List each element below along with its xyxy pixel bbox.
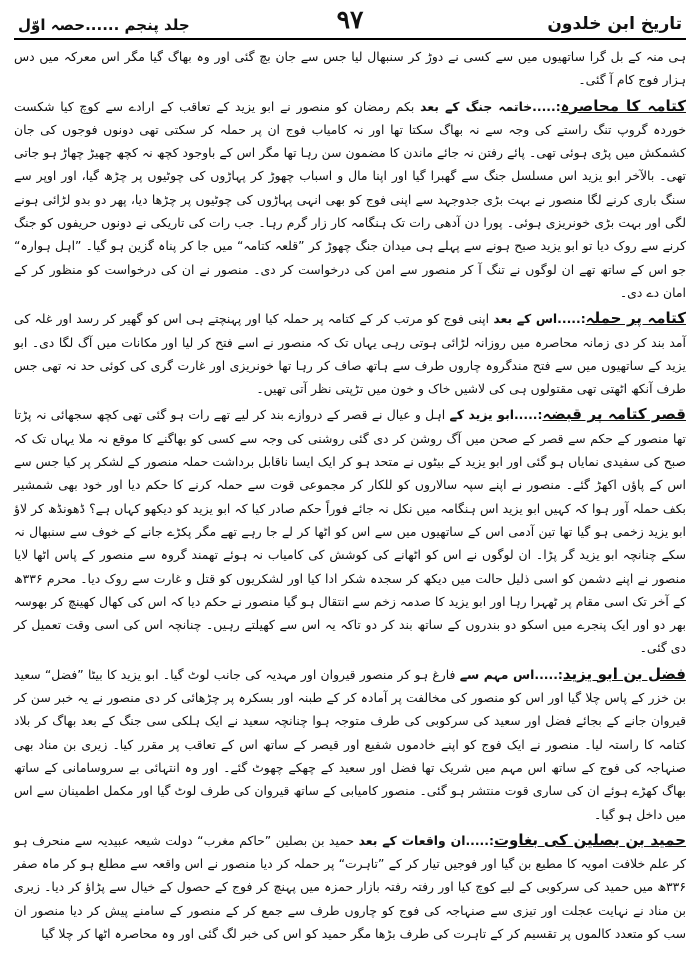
- paragraph-text: حمید بن بصلین ”حاکم مغرب“ دولت شیعہ عبیدیہ سے منحرف ہو کر علم خلافت امویہ کا مطیع بن گیا اور فوجیں تیار کر کے ”تاہرت“ پر حملہ کر دیا منصور نے اس واقعہ سے مطلع ہو کر ماہ صفر ۳۳۶ھ میں حمید کی سرکوبی کے لیے کوچ کیا اور رفتہ رفتہ بازار حمزہ میں پہنچ کر فوج کے حصول کے خیال سے پڑاؤ کر دیا۔ زیری بن مناد نے نہایت عجلت اور تیزی سے صنہاجہ کی فوج کو چاروں طرف سے جمع کر کے منصور کے سامنے پیش کر دیا منصور ان سب کو متعدد کالموں پر تقسیم کر کے تاہرت کی طرف بڑھا مگر حمید کو اس کی خبر لگ گئی اور وہ محاصرہ اٹھا کر چلا گیا: [14, 832, 686, 941]
- paragraph-fadl: [14, 663, 686, 826]
- section-lead: :.....خاتمہ جنگ کے بعد: [420, 98, 561, 114]
- book-title: تاریخ ابن خلدون: [547, 14, 682, 34]
- section-heading: حمید بن بصلین کی بغاوت: [493, 830, 687, 849]
- section-heading: قصر کتامہ پر قبضہ: [542, 405, 686, 424]
- paragraph-attack-kutama: [14, 307, 686, 400]
- paragraph-text: ہی منہ کے بل گرا ساتھیوں میں سے کسی نے دوڑ کر سنبھال لیا جس سے جان بچ گئی اور وہ بھاگ گیا مگر اس معرکہ میں دس ہزار فوج کام آ گئی۔: [14, 49, 686, 88]
- section-lead: :.....ابو یزید کے: [449, 407, 543, 423]
- paragraph-text: اپنی فوج کو مرتب کر کے کتامہ پر حملہ کیا اور پہنچتے ہی اس کو گھیر کر رسد اور غلہ کی آمد بند کر دی زمانہ محاصرہ میں روزانہ لڑائی ہوتی رہی یہاں تک کہ منصور نے اسے فتح کر لیا اور مکانات میں آگ لگا دی۔ ابو یزید کے ساتھیوں میں سے فتح مندگروہ چاروں طرف سے ہاتھ صاف کر رہا تھا خونریزی اور غارت گری کی کوئی حد نہ تھی جس طرف آنکھ اٹھتی تھی مقتولوں ہی کی لاشیں خاک و خون میں تڑپتی نظر آتی تھیں۔: [14, 311, 686, 397]
- section-heading: فضل بن ابو یزید: [562, 664, 686, 683]
- section-lead: :.....ان واقعات کے بعد: [358, 832, 494, 848]
- section-heading: کتامہ کا محاصرہ: [560, 96, 686, 115]
- paragraph-intro: [14, 45, 686, 92]
- section-heading: کتامہ پر حملہ: [585, 309, 686, 328]
- page-header: [14, 0, 686, 40]
- paragraph-palace-capture: [14, 403, 686, 659]
- page-body: [14, 40, 686, 945]
- volume-label: جلد پنجم ......حصہ اوّل: [18, 16, 190, 34]
- paragraph-siege-kutama: [14, 95, 686, 305]
- paragraph-text: اہل و عیال نے قصر کے دروازے بند کر لیے تھے رات ہو گئی تھی کچھ سجھائی نہ پڑتا تھا منصور کے حکم سے قصر کے صحن میں آگ روشن کر دی گئی روشنی کی وجہ سے کسی کو بھاگنے کا موقع نہ ملا یہاں تک کہ صبح کی سفیدی نمایاں ہو گئی اور ابو یزید کے بیٹوں نے متحد ہو کر ایک ایسا ناقابل برداشت حملہ منصور کے لشکر پر کیا جس سے اس کے پاؤں اکھڑ گئے۔ منصور نے اپنے سپہ سالاروں کو للکار کر مجموعی قوت سے حملہ کرنے کا حکم دیا اور خود بھی شمشیر بکف حملہ آور ہوا کہ کہیں ابو یزید اس ہنگامہ میں نکل نہ جائے فوراً حکم صادر کیا کہ ابو یزید کو دیکھو کہاں ہے؟ ڈھونڈھ کر لاؤ ابو یزید زخمی ہو گیا تھا تین آدمی اس کے ساتھیوں میں سے اس کو اٹھا کر لے جا رہے تھے مگر پکڑے جانے کے خوف سے سنبھال نہ سکے چنانچہ ابو یزید گر پڑا۔ ان لوگوں نے اس کو اٹھانے کی کوشش کی کامیاب نہ ہوئے تھمند گروہ سے منصور کے پاس اٹھا لایا منصور نے اپنے دشمن کو اسی ذلیل حالت میں دیکھ کر سجدہ شکر ادا کیا اور لشکریوں کو قتل و غارت سے روک دیا۔ محرم ۳۳۶ھ کے آخر تک اسی مقام پر ٹھہرا رہا اور ابو یزید کا صدمہ زخم سے انتقال ہو گیا منصور نے حکم دیا کہ اس کی کھال کھینچ کر بھوسہ بھر دو اور ایک پنجرے میں اسکو دو بندروں کے ساتھ بند کر دو تاکہ یہ اس سے کھیلتے رہیں۔ چنانچہ اس کی اسی وقت تعمیل کر دی گئی۔: [14, 407, 686, 656]
- paragraph-hamid-revolt: [14, 829, 686, 945]
- paragraph-text: فارغ ہو کر منصور قیروان اور مہدیہ کی جانب لوٹ گیا۔ ابو یزید کا بیٹا ”فضل“ سعید بن خزر کے پاس چلا گیا اور اس کو منصور کی مخالفت پر آمادہ کر کے طبنہ اور بسکرہ پر چڑھائی کر دی منصور نے یہ خبر سن کر قیروان جانے کے بجائے فضل اور سعید کی سرکوبی کی طرف متوجہ ہوا چنانچہ سعید نے ایک ہلکی سی جنگ کے بعد بھاگ کر بلاد کتامہ کا راستہ لیا۔ منصور نے ایک فوج کو اپنے خادموں شفیع اور قیصر کے ساتھ اس کے تعاقب پر مقرر کیا۔ زیری بن مناد بھی صنہاجہ کی فوج کے ساتھ اس مہم میں شریک تھا فضل اور سعید کے چھکے چھوٹ گئے۔ اور وہ انتہائی بے سروسامانی کے ساتھ بھاگ کھڑے ہوئے ان کی ساری قوت منتشر ہو گئی۔ منصور کامیابی کے ساتھ قیروان کی طرف لوٹ گیا اور مکمل اطمینان سے اس میں داخل ہو گیا۔: [14, 666, 686, 822]
- paragraph-text: بکم رمضان کو منصور نے ابو یزید کے تعاقب کے ارادے سے کوچ کیا شکست خوردہ گروپ تنگ راستے کی وجہ سے نہ بھاگ سکتا تھا اور نہ کامیاب فوج ان پر حملہ کر سکتی تھی دونوں فوجوں کی جان کشمکش میں پڑی ہوئی تھی۔ پائے رفتن نہ جائے ماندن کا مضمون سن رہا تھا مگر اس کے باوجود کچھ نہ کچھ چھیڑ چھاڑ ہو جاتی تھی۔ بالآخر ابو یزید اس مسلسل جنگ سے گھبرا گیا اور اپنا مال و اسباب چھوڑ کر پہاڑوں کی چوٹیوں پر چڑھ گیا، اور اوپر سے سنگ باری کرنے لگا منصور نے بہت بڑی جدوجہد سے اپنی فوج کو بھی انہی پہاڑوں کی چوٹیوں پر چڑھا دیا، پھر دو بدو لڑائی ہونے لگی اور بہت بڑی خونریزی ہوئی۔ پورا دن آدھی رات تک ہنگامہ کار زار گرم رہا۔ جب رات کی تاریکی نے دونوں حریفوں کو جنگ کرنے سے روک دیا تو ابو یزید صبح ہونے سے پہلے ہی میدان جنگ چھوڑ کر ”قلعہ کتامہ“ میں جا کر پناہ گزین ہو گیا۔ ”اہل ہوارہ“ جو اس کے ساتھ تھے ان لوگوں نے تنگ آ کر منصور سے امن کی درخواست کر دی۔ منصور نے ان کی درخواست کو منظور کر کے امان دے دی۔: [14, 98, 686, 300]
- section-lead: :.....اس کے بعد: [493, 311, 586, 327]
- page-number: ۹۷: [336, 5, 364, 34]
- document-page: [14, 0, 686, 963]
- section-lead: :.....اس مہم سے: [459, 666, 563, 682]
